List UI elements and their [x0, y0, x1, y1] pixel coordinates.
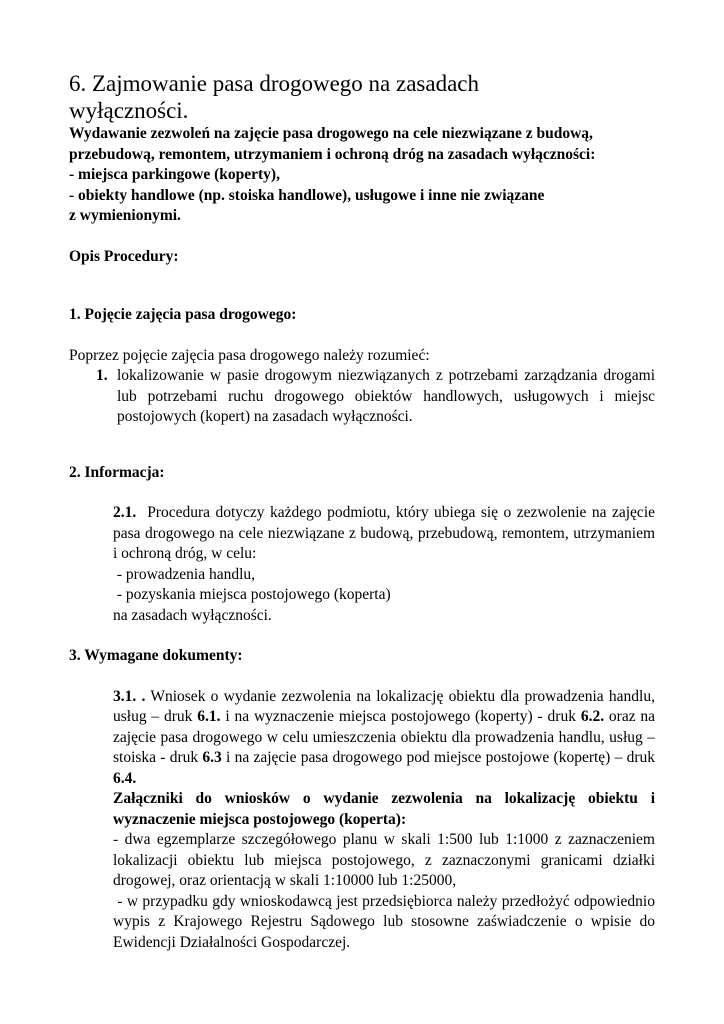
section-2-closing: na zasadach wyłączności. [113, 606, 272, 624]
list-item-number: 1. [96, 367, 108, 384]
document-page [69, 70, 655, 953]
paragraph-text-part: oraz na zajęcie pasa drogowego w celu umieszczenia obiektu dla prowadzenia handlu, usług – stoiska - druk [113, 708, 656, 766]
attachment-plan: - dwa egzemplarze szczegółowego planu w skali 1:500 lub 1:1000 z zaznaczeniem lokalizacji obiektu lub miejsca postojowego, z zaznaczonymi granicami działki drogowej, oraz orientacją w skali 1:10000 lub 1:25000, [113, 831, 655, 889]
attachment-registry [113, 892, 655, 954]
bullet-trade [113, 565, 655, 586]
section-2-paragraph [113, 503, 655, 565]
paragraph-number: 3.1. . [113, 687, 146, 705]
paragraph-text: Procedura dotyczy każdego podmiotu, który ubiega się o zezwolenie na zajęcie pasa drogowego na cele niezwiązane z budową, przebudową, remontem, utrzymaniem i ochroną dróg, w celu: [113, 504, 656, 562]
section-2-body [69, 503, 655, 626]
paragraph-text-part: i na wyznaczenie miejsca postojowego (koperty) - druk [225, 708, 576, 725]
list-item [69, 366, 655, 428]
bullet-parking [113, 585, 655, 606]
form-ref-6-1: 6.1. [197, 708, 221, 725]
bullet-parking-text: - pozyskania miejsca postojowego (koperta) [116, 586, 391, 603]
section-2-heading: 2. Informacja: [69, 463, 165, 481]
intro-line-2: przebudową, remontem, utrzymaniem i ochroną dróg na zasadach wyłączności: [69, 145, 596, 163]
section-1-heading: 1. Pojęcie zajęcia pasa drogowego: [69, 306, 297, 323]
bullet-trade-text: - prowadzenia handlu, [116, 565, 256, 583]
intro-line-3: - miejsca parkingowe (koperty), [69, 166, 280, 183]
section-3-heading: 3. Wymagane dokumenty: [69, 647, 243, 664]
intro-line-5: z wymienionymi. [69, 207, 181, 224]
paragraph-number: 2.1. [113, 504, 137, 521]
section-3-paragraph [113, 687, 655, 790]
form-ref-6-2: 6.2. [580, 708, 605, 725]
paragraph-text-part: i na zajęcie pasa drogowego pod miejsce postojowe (kopertę) – druk [226, 749, 655, 766]
intro-line-4: - obiekty handlowe (np. stoiska handlowe), usługowe i inne nie związane [69, 186, 545, 204]
attachment-registry-text: - w przypadku gdy wnioskodawcą jest przedsiębiorca należy przedłożyć odpowiednio wypis z Krajowego Rejestru Sądowego lub stosowne zaświadczenie o wpisie do Ewidencji Działalności Gospodarczej. [113, 892, 655, 951]
section-1-lead: Poprzez pojęcie zajęcia pasa drogowego należy rozumieć: [69, 346, 430, 364]
form-ref-6-4: 6.4. [113, 769, 137, 787]
intro-block [69, 124, 655, 227]
title-line-2: wyłączności. [69, 98, 189, 123]
procedure-heading: Opis Procedury: [69, 247, 179, 265]
title-line-1: 6. Zajmowanie pasa drogowego na zasadach [69, 71, 480, 96]
list-item-text: lokalizowanie w pasie drogowym niezwiązanych z potrzebami zarządzania drogami lub potrzebami ruchu drogowego obiektów handlowych, usługowych i miejsc postojowych (kopert) na zasadach wyłączności. [117, 367, 655, 425]
paragraph-text-part: Wniosek o wydanie zezwolenia na lokalizację obiektu dla prowadzenia handlu, usług – druk [113, 687, 655, 725]
form-ref-6-3: 6.3 [202, 749, 222, 766]
attachments-heading: Załączniki do wniosków o wydanie zezwolenia na lokalizację obiektu i wyznaczenie miejsca postojowego (koperta): [113, 790, 655, 828]
section-3-body [69, 687, 655, 954]
page-title [69, 70, 655, 124]
intro-line-1: Wydawanie zezwoleń na zajęcie pasa drogowego na cele niezwiązane z budową, [69, 125, 593, 142]
